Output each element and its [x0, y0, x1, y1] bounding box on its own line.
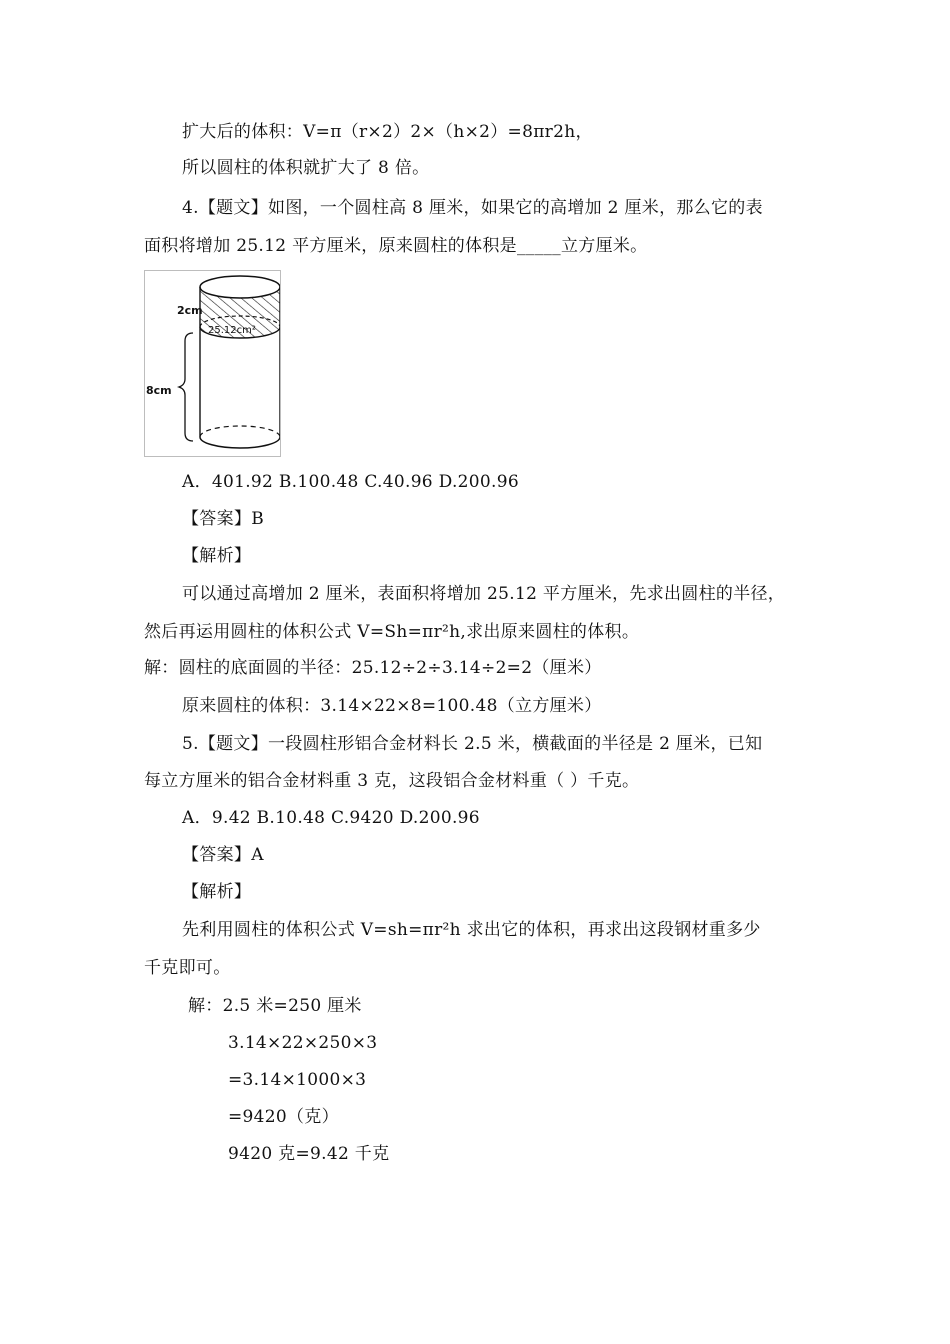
analysis-q5-line-1: 先利用圆柱的体积公式 V=sh=πr²h 求出它的体积，再求出这段钢材重多少: [182, 920, 761, 940]
solution-line-2: 原来圆柱的体积：3.14×22×8=100.48（立方厘米）: [182, 696, 602, 716]
solution-line-1: 解：圆柱的底面圆的半径：25.12÷2÷3.14÷2=2（厘米）: [144, 658, 602, 678]
text-line: 扩大后的体积：V=π（r×2）2×（h×2）=8πr2h，: [182, 122, 593, 142]
question-5-line-2: 每立方厘米的铝合金材料重 3 克，这段铝合金材料重（ ）千克。: [144, 771, 640, 791]
options-q5: A．9.42 B.10.48 C.9420 D.200.96: [182, 808, 480, 828]
solution-q5-line-5: 9420 克=9.42 千克: [228, 1144, 390, 1164]
analysis-q5-line-2: 千克即可。: [144, 958, 231, 978]
analysis-heading-q4: 【解析】: [182, 546, 252, 566]
analysis-line-1: 可以通过高增加 2 厘米，表面积将增加 25.12 平方厘米，先求出圆柱的半径，: [182, 584, 786, 604]
answer-q4: 【答案】B: [182, 509, 264, 529]
label-area: 25.12cm²: [208, 325, 256, 336]
text-line: 所以圆柱的体积就扩大了 8 倍。: [182, 158, 430, 178]
question-5-line-1: 5.【题文】一段圆柱形铝合金材料长 2.5 米，横截面的半径是 2 厘米，已知: [182, 734, 763, 754]
cylinder-diagram: [145, 271, 280, 456]
analysis-heading-q5: 【解析】: [182, 882, 252, 902]
solution-q5-line-4: =9420（克）: [228, 1107, 339, 1127]
analysis-line-2: 然后再运用圆柱的体积公式 V=Sh=πr²h,求出原来圆柱的体积。: [144, 622, 640, 642]
label-8cm: 8cm: [146, 384, 172, 397]
options-q4: A．401.92 B.100.48 C.40.96 D.200.96: [182, 472, 519, 492]
answer-q5: 【答案】A: [182, 845, 264, 865]
label-2cm: 2cm: [177, 304, 203, 317]
solution-q5-line-1: 解：2.5 米=250 厘米: [188, 996, 362, 1016]
solution-q5-line-3: =3.14×1000×3: [228, 1070, 367, 1090]
solution-q5-line-2: 3.14×22×250×3: [228, 1033, 378, 1053]
question-4-line-1: 4.【题文】如图，一个圆柱高 8 厘米，如果它的高增加 2 厘米，那么它的表: [182, 198, 763, 218]
question-4-line-2: 面积将增加 25.12 平方厘米，原来圆柱的体积是_____立方厘米。: [144, 236, 648, 256]
cylinder-figure: [144, 270, 281, 457]
